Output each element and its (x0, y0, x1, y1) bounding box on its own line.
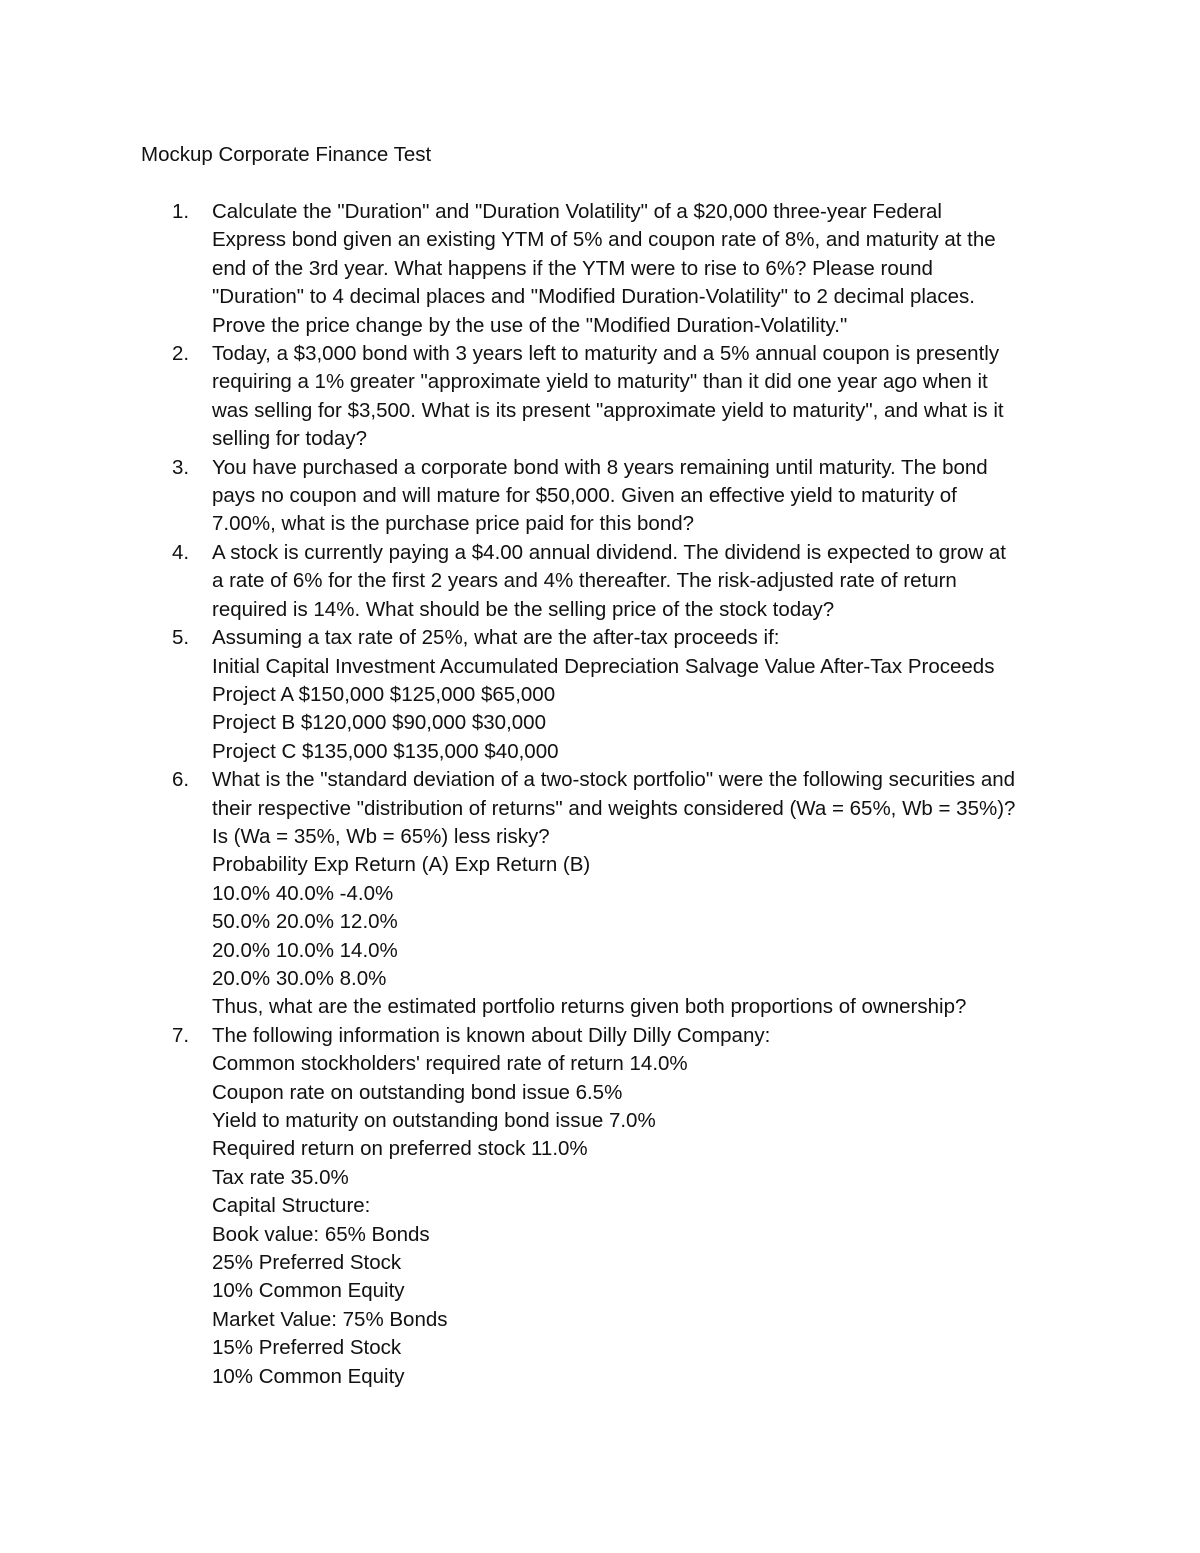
question-5 (0, 624, 1200, 766)
question-list (0, 198, 1200, 1391)
question-text-line: "Duration" to 4 decimal places and "Modified Duration-Volatility" to 2 decimal places. (212, 285, 975, 309)
question-text-line: 7.00%, what is the purchase price paid for this bond? (212, 512, 695, 536)
question-text-line: Is (Wa = 35%, Wb = 65%) less risky? (212, 824, 550, 848)
question-number: 7. (172, 1023, 190, 1047)
table-row-line: 50.0% 20.0% 12.0% (212, 910, 398, 934)
question-text-line: required is 14%. What should be the selling price of the stock today? (212, 597, 835, 621)
question-number: 3. (172, 455, 190, 479)
question-number: 6. (172, 768, 190, 792)
question-number: 4. (172, 540, 190, 564)
question-text-line: Today, a $3,000 bond with 3 years left to maturity and a 5% annual coupon is presently (212, 342, 1000, 366)
question-text-line: end of the 3rd year. What happens if the YTM were to rise to 6%? Please round (212, 256, 933, 280)
question-text-line: Common stockholders' required rate of return 14.0% (212, 1052, 688, 1076)
question-text-line: a rate of 6% for the first 2 years and 4% thereafter. The risk-adjusted rate of return (212, 569, 957, 593)
question-text-line: A stock is currently paying a $4.00 annual dividend. The dividend is expected to grow at (212, 540, 1006, 564)
question-text-line: their respective "distribution of returns" and weights considered (Wa = 65%, Wb = 35%)? (212, 796, 1016, 820)
question-text-line: requiring a 1% greater "approximate yield to maturity" than it did one year ago when it (212, 370, 988, 394)
question-text-line: 10% Common Equity (212, 1364, 405, 1388)
question-text-line: Assuming a tax rate of 25%, what are the after-tax proceeds if: (212, 626, 780, 650)
question-number: 2. (172, 342, 190, 366)
question-text-line: The following information is known about Dilly Dilly Company: (212, 1023, 771, 1047)
question-text-line: Prove the price change by the use of the "Modified Duration-Volatility." (212, 313, 848, 337)
question-text-line: Market Value: 75% Bonds (212, 1307, 448, 1331)
question-text-line: selling for today? (212, 427, 367, 451)
question-text-line: Thus, what are the estimated portfolio returns given both proportions of ownership? (212, 995, 967, 1019)
question-4 (0, 539, 1200, 624)
question-text-line: 25% Preferred Stock (212, 1251, 402, 1275)
question-number: 1. (172, 200, 190, 223)
question-3 (0, 454, 1200, 539)
table-row-line: 10.0% 40.0% -4.0% (212, 881, 394, 905)
document-title: Mockup Corporate Finance Test (141, 143, 432, 166)
question-text-line: 15% Preferred Stock (212, 1336, 402, 1360)
question-text-line: Coupon rate on outstanding bond issue 6.5% (212, 1080, 623, 1104)
question-text-line: 10% Common Equity (212, 1279, 405, 1303)
question-text-line: Express bond given an existing YTM of 5% and coupon rate of 8%, and maturity at the (212, 228, 996, 252)
question-text-line: You have purchased a corporate bond with 8 years remaining until maturity. The bond (212, 455, 988, 479)
question-6 (0, 766, 1200, 1022)
question-7 (0, 1022, 1200, 1391)
table-row-line: 20.0% 30.0% 8.0% (212, 966, 387, 990)
table-header-line: Probability Exp Return (A) Exp Return (B) (212, 853, 591, 877)
question-text-line: was selling for $3,500. What is its present "approximate yield to maturity", and what is it (212, 398, 1004, 422)
question-2 (0, 340, 1200, 454)
question-text-line: What is the "standard deviation of a two-stock portfolio" were the following securities and (212, 768, 1016, 792)
question-text-line: Book value: 65% Bonds (212, 1222, 430, 1246)
question-number: 5. (172, 626, 190, 650)
question-text-line: Tax rate 35.0% (212, 1165, 349, 1189)
question-1 (0, 198, 1200, 340)
table-header-line: Initial Capital Investment Accumulated Depreciation Salvage Value After-Tax Proceeds (212, 654, 995, 678)
table-row-line: Project A $150,000 $125,000 $65,000 (212, 682, 556, 706)
question-text-line: Calculate the "Duration" and "Duration Volatility" of a $20,000 three-year Federal (212, 200, 942, 223)
question-text-line: Yield to maturity on outstanding bond issue 7.0% (212, 1109, 656, 1132)
table-row-line: Project C $135,000 $135,000 $40,000 (212, 739, 559, 763)
table-row-line: Project B $120,000 $90,000 $30,000 (212, 711, 546, 735)
question-text-line: pays no coupon and will mature for $50,000. Given an effective yield to maturity of (212, 484, 957, 508)
table-row-line: 20.0% 10.0% 14.0% (212, 938, 398, 962)
question-text-line: Required return on preferred stock 11.0% (212, 1137, 588, 1161)
question-text-line: Capital Structure: (212, 1194, 371, 1218)
